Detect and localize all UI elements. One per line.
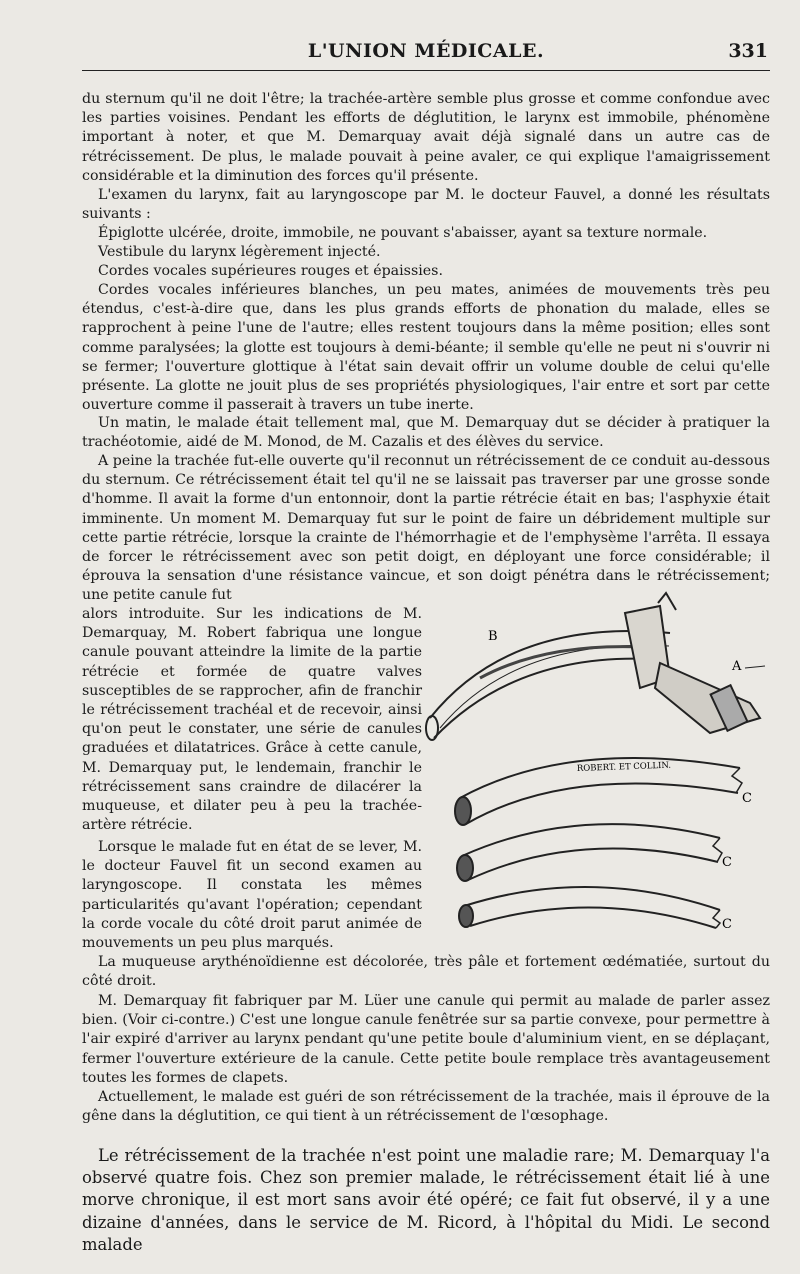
paragraph-14: Le rétrécissement de la trachée n'est point une maladie rare; M. Demarquay l'a observé quatre fois. Chez son premier malade, le rétrécissement était lié à une morve chronique, il est mort sans avoir été opéré; ce fait fut observé, il y a une dizaine d'années, dans le service de M. Ricord, à l'hôpital du Midi. Le second malade — [82, 1146, 770, 1254]
cannula-tip — [426, 716, 438, 740]
tube-2-end — [457, 855, 473, 881]
paragraph-11: La muqueuse arythénoïdienne est décolorée, très pâle et fortement œdématiée, surtout du côté droit. — [82, 954, 770, 990]
paragraph-12: M. Demarquay fit fabriquer par M. Lüer une canule qui permit au malade de parler assez bien. (Voir ci-contre.) C'est une longue canule fenêtrée sur sa partie convexe, pour permettre à l'air expiré d'arriver au larynx pendant qu'une petite boule d'aluminium vient, en se déplaçant, fermer l'ouverture extérieure de la canule. Cette petite boule remplace très avantageusement toutes les formes de clapets. — [82, 993, 770, 1086]
paragraph-1: du sternum qu'il ne doit l'être; la trachée-artère semble plus grosse et comme confondue avec les parties voisines. Pendant les efforts de déglutition, le larynx est immobile, phénomène important à noter, et que M. Demarquay avait déjà signalé dans un autre cas de rétrécissement. De plus, le malade pouvait à peine avaler, ce qui explique l'amaigrissement considérable et la diminution des forces qu'il présente. — [82, 91, 770, 184]
page-number: 331 — [728, 40, 768, 62]
paragraph-2: L'examen du larynx, fait au laryngoscope par M. le docteur Fauvel, a donné les résultats suivants : — [82, 187, 770, 223]
label-b: B — [488, 629, 498, 644]
paragraph-8: A peine la trachée fut-elle ouverte qu'il reconnut un rétrécissement de ce conduit au-dessous du sternum. Ce rétrécissement était tel qu'il ne se laissait pas traverser par une grosse sonde d'homme. Il avait la forme d'un entonnoir, dont la partie rétrécie était en bas; l'asphyxie était imminente. Un moment M. Demarquay fut sur le point de faire un débridement multiple sur cette partie rétrécie, lorsque la crainte de l'hémorrhagie et de l'emphysème l'arrêta. Il essaya de forcer le rétrécissement avec son petit doigt, en déployant une force considérable; il éprouva la sensation d'une résistance vaincue, et son doigt pénétra dans le rétrécissement; une petite canule fut — [82, 453, 770, 604]
engraving-text: ROBERT. ET COLLIN. — [576, 760, 672, 774]
cannula-outer-bottom — [434, 659, 668, 738]
journal-title: L'UNION MÉDICALE. — [307, 40, 545, 62]
tube-1-end — [455, 797, 471, 825]
paragraph-5: Cordes vocales supérieures rouges et épaissies. — [98, 263, 443, 279]
paragraph-9: alors introduite. Sur les indications de M. Demarquay, M. Robert fabriqua une longue canule pouvant atteindre la limite de la partie rétrécie et formée de quatre valves susceptibles de se rapprocher, afin de franchir le rétrécissement trachéal et de recevoir, ainsi qu'on peut le constater, une série de canules graduées et dilatatrices. Grâce à cette canule, M. Demarquay put, le lendemain, franchir le rétrécissement sans craindre de dilacérer la muqueuse, et dilater peu à peu la trachée-artère rétrécie. — [82, 606, 422, 834]
label-c-1: C — [742, 791, 752, 806]
label-c-3: C — [722, 917, 732, 932]
paragraph-6: Cordes vocales inférieures blanches, un peu mates, animées de mouvements très peu étendus, c'est-à-dire que, dans les plus grands efforts de phonation du malade, elles se rapprochent à peine l'une de l'autre; elles restent toujours dans la même position; elles sont comme paralysées; la glotte est toujours à demi-béante; il semble qu'elle ne peut ni s'ouvrir ni se fermer; l'ouverture glottique à l'état sain devait offrir un volume double de celui qu'elle présente. La glotte ne jouit plus de ses propriétés physiologiques, l'air entre et sort par cette ouverture comme il passerait à travers un tube inerte. — [82, 282, 770, 414]
label-c-2: C — [722, 855, 732, 870]
paragraph-7: Un matin, le malade était tellement mal, que M. Demarquay dut se décider à pratiquer la trachéotomie, aidé de M. Monod, de M. Cazalis et des élèves du service. — [82, 415, 770, 451]
paragraph-4: Vestibule du larynx légèrement injecté. — [98, 244, 381, 260]
paragraph-13: Actuellement, le malade est guéri de son rétrécissement de la trachée, mais il éprouve de la gêne dans la déglutition, ce qui tient à un rétrécissement de l'œsophage. — [82, 1089, 770, 1125]
cannula-illustration — [420, 588, 790, 948]
tube-3-end — [459, 905, 473, 927]
paragraph-10: Lorsque le malade fut en état de se lever, M. le docteur Fauvel fit un second examen au laryngoscope. Il constata les mêmes particularités qu'avant l'opération; cependant la corde vocale du côté droit parut animée de mouvements un peu plus marqués. — [82, 839, 422, 952]
running-header — [82, 40, 770, 71]
label-a: A — [732, 659, 742, 674]
paragraph-3: Épiglotte ulcérée, droite, immobile, ne pouvant s'abaisser, ayant sa texture normale. — [98, 225, 708, 241]
